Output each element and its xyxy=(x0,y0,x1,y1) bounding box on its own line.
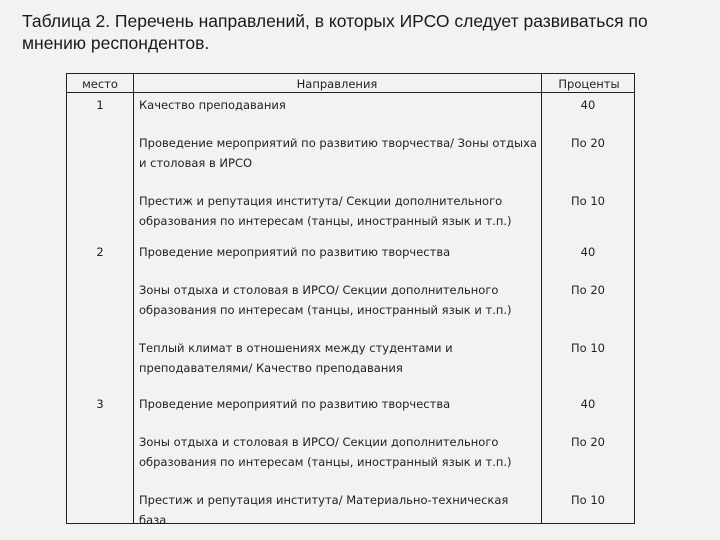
direction-text: Проведение мероприятий по развитию творчества xyxy=(139,245,451,259)
percent-value: По 10 xyxy=(571,341,605,355)
direction-text: Зоны отдыха и столовая в ИРСО/ Секции дополнительного образования по интересам (танцы, иностранный язык и т.п.) xyxy=(139,435,512,469)
column-divider xyxy=(133,74,134,523)
place-number: 2 xyxy=(96,245,104,259)
percent-value: 40 xyxy=(580,245,596,259)
percent-value: По 20 xyxy=(571,283,605,297)
directions-table xyxy=(66,73,635,527)
percent-value: По 20 xyxy=(571,136,605,150)
percent-value: По 10 xyxy=(571,493,605,507)
direction-text: Престиж и репутация института/ Секции дополнительного образования по интересам (танцы, иностранный язык и т.п.) xyxy=(139,194,512,228)
direction-text: Качество преподавания xyxy=(139,98,286,112)
percent-value: По 10 xyxy=(571,194,605,208)
header-percent: Проценты xyxy=(558,77,620,91)
percent-value: 40 xyxy=(580,98,596,112)
header-divider xyxy=(67,92,634,93)
percent-value: По 20 xyxy=(571,435,605,449)
direction-text: Проведение мероприятий по развитию творчества xyxy=(139,397,451,411)
place-number: 3 xyxy=(96,397,104,411)
page-title: Таблица 2. Перечень направлений, в которых ИРСО следует развиваться по мнению респондентов. xyxy=(22,11,648,53)
header-place: место xyxy=(82,77,118,91)
direction-text: Теплый климат в отношениях между студентами и преподавателями/ Качество преподавания xyxy=(139,341,453,375)
percent-value: 40 xyxy=(580,397,596,411)
direction-text: Зоны отдыха и столовая в ИРСО/ Секции дополнительного образования по интересам (танцы, иностранный язык и т.п.) xyxy=(139,283,512,317)
header-direction: Направления xyxy=(296,77,378,91)
direction-text: Престиж и репутация института/ Материально-техническая база xyxy=(139,493,509,527)
direction-text: Проведение мероприятий по развитию творчества/ Зоны отдыха и столовая в ИРСО xyxy=(139,136,537,170)
place-number: 1 xyxy=(96,98,104,112)
